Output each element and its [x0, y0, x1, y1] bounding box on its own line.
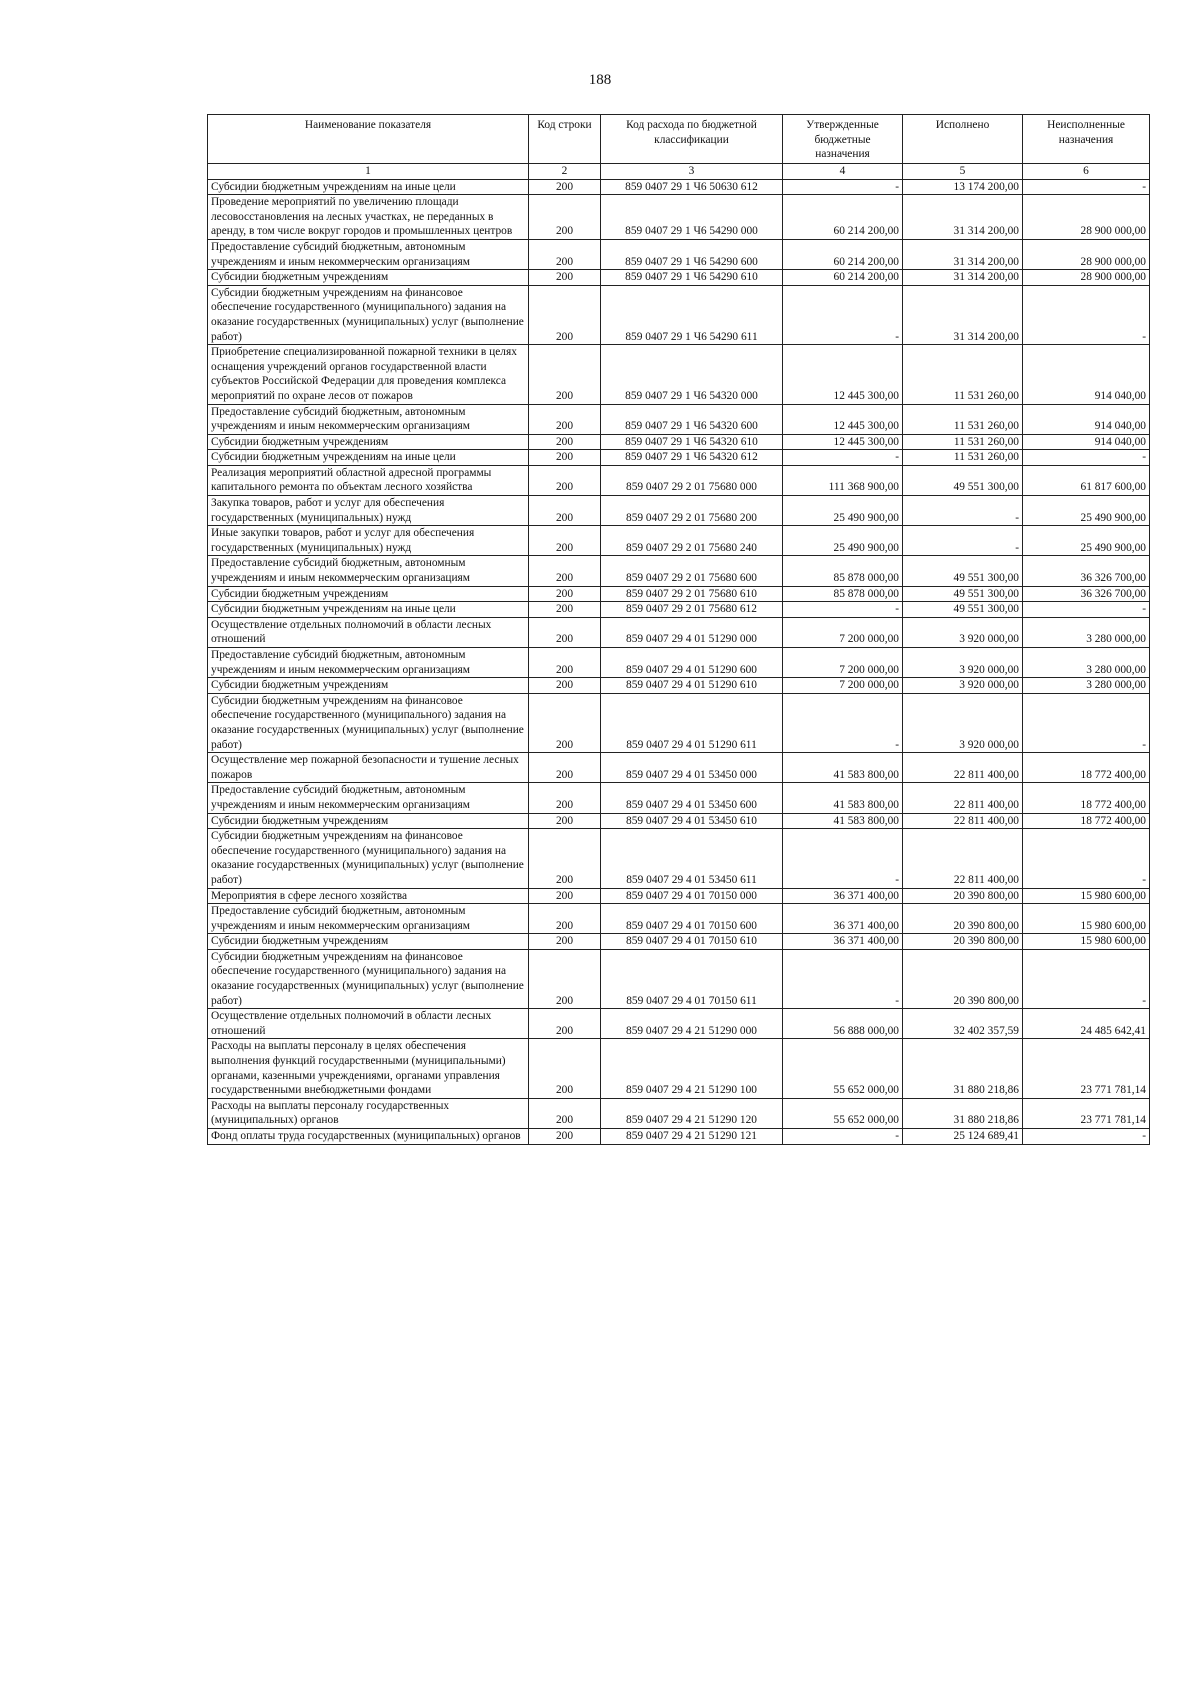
row-unexecuted-cell: 3 280 000,00 — [1023, 678, 1150, 694]
row-unexecuted-cell: - — [1023, 949, 1150, 1008]
row-name-cell: Мероприятия в сфере лесного хозяйства — [208, 888, 529, 904]
row-line-code-cell: 200 — [529, 450, 601, 466]
row-unexecuted-cell: 914 040,00 — [1023, 345, 1150, 404]
column-header: Код расхода по бюджетной классификации — [601, 115, 783, 164]
row-unexecuted-cell: - — [1023, 285, 1150, 344]
column-number: 1 — [208, 164, 529, 180]
row-approved-cell: 7 200 000,00 — [783, 617, 903, 647]
row-name-cell: Предоставление субсидий бюджетным, автономным учреждениям и иным некоммерческим организациям — [208, 783, 529, 813]
row-executed-cell: 22 811 400,00 — [903, 813, 1023, 829]
row-executed-cell: 20 390 800,00 — [903, 888, 1023, 904]
row-executed-cell: 3 920 000,00 — [903, 648, 1023, 678]
row-approved-cell: 60 214 200,00 — [783, 195, 903, 240]
row-budget-code-cell: 859 0407 29 4 01 51290 600 — [601, 648, 783, 678]
row-line-code-cell: 200 — [529, 586, 601, 602]
row-budget-code-cell: 859 0407 29 4 21 51290 100 — [601, 1039, 783, 1098]
row-line-code-cell: 200 — [529, 783, 601, 813]
row-approved-cell: 7 200 000,00 — [783, 648, 903, 678]
row-unexecuted-cell: 914 040,00 — [1023, 434, 1150, 450]
row-line-code-cell: 200 — [529, 1129, 601, 1145]
table-row — [208, 1098, 1150, 1128]
row-name-cell: Расходы на выплаты персоналу в целях обеспечения выполнения функций государственными (муниципальными) органами, казенными учреждениями, органами управления государственными внебюджетными фондами — [208, 1039, 529, 1098]
row-name-cell: Субсидии бюджетным учреждениям на финансовое обеспечение государственного (муниципального) задания на оказание государственных (муниципальных) услуг (выполнение работ) — [208, 285, 529, 344]
row-executed-cell: - — [903, 526, 1023, 556]
column-header: Неисполненные назначения — [1023, 115, 1150, 164]
row-line-code-cell: 200 — [529, 195, 601, 240]
row-line-code-cell: 200 — [529, 270, 601, 286]
column-header: Код строки — [529, 115, 601, 164]
row-executed-cell: 20 390 800,00 — [903, 949, 1023, 1008]
row-approved-cell: - — [783, 693, 903, 752]
row-line-code-cell: 200 — [529, 678, 601, 694]
table-row — [208, 239, 1150, 269]
row-line-code-cell: 200 — [529, 526, 601, 556]
table-row — [208, 602, 1150, 618]
row-unexecuted-cell: 3 280 000,00 — [1023, 617, 1150, 647]
row-line-code-cell: 200 — [529, 602, 601, 618]
row-unexecuted-cell: 28 900 000,00 — [1023, 270, 1150, 286]
table-row — [208, 496, 1150, 526]
row-unexecuted-cell: 25 490 900,00 — [1023, 526, 1150, 556]
row-line-code-cell: 200 — [529, 829, 601, 888]
row-name-cell: Субсидии бюджетным учреждениям — [208, 586, 529, 602]
row-budget-code-cell: 859 0407 29 1 Ч6 54290 000 — [601, 195, 783, 240]
row-unexecuted-cell: 23 771 781,14 — [1023, 1039, 1150, 1098]
row-executed-cell: 3 920 000,00 — [903, 693, 1023, 752]
row-line-code-cell: 200 — [529, 465, 601, 495]
column-number: 4 — [783, 164, 903, 180]
row-budget-code-cell: 859 0407 29 2 01 75680 600 — [601, 556, 783, 586]
row-approved-cell: - — [783, 450, 903, 466]
row-unexecuted-cell: 24 485 642,41 — [1023, 1009, 1150, 1039]
table-row — [208, 753, 1150, 783]
row-unexecuted-cell: 15 980 600,00 — [1023, 934, 1150, 950]
row-unexecuted-cell: 36 326 700,00 — [1023, 556, 1150, 586]
row-line-code-cell: 200 — [529, 179, 601, 195]
row-unexecuted-cell: 36 326 700,00 — [1023, 586, 1150, 602]
row-executed-cell: 11 531 260,00 — [903, 434, 1023, 450]
row-approved-cell: 12 445 300,00 — [783, 345, 903, 404]
row-name-cell: Субсидии бюджетным учреждениям на финансовое обеспечение государственного (муниципального) задания на оказание государственных (муниципальных) услуг (выполнение работ) — [208, 693, 529, 752]
row-budget-code-cell: 859 0407 29 1 Ч6 54320 600 — [601, 404, 783, 434]
row-budget-code-cell: 859 0407 29 4 01 51290 000 — [601, 617, 783, 647]
table-row — [208, 1009, 1150, 1039]
row-approved-cell: 25 490 900,00 — [783, 496, 903, 526]
row-budget-code-cell: 859 0407 29 2 01 75680 612 — [601, 602, 783, 618]
row-approved-cell: 111 368 900,00 — [783, 465, 903, 495]
table-row — [208, 813, 1150, 829]
row-unexecuted-cell: - — [1023, 693, 1150, 752]
table-row — [208, 556, 1150, 586]
row-name-cell: Субсидии бюджетным учреждениям на иные цели — [208, 450, 529, 466]
row-name-cell: Субсидии бюджетным учреждениям — [208, 678, 529, 694]
row-budget-code-cell: 859 0407 29 4 01 51290 611 — [601, 693, 783, 752]
table-body — [208, 179, 1150, 1144]
row-approved-cell: 85 878 000,00 — [783, 586, 903, 602]
row-name-cell: Субсидии бюджетным учреждениям на иные цели — [208, 179, 529, 195]
row-unexecuted-cell: 914 040,00 — [1023, 404, 1150, 434]
row-executed-cell: 31 880 218,86 — [903, 1039, 1023, 1098]
row-executed-cell: 49 551 300,00 — [903, 586, 1023, 602]
row-budget-code-cell: 859 0407 29 4 01 70150 611 — [601, 949, 783, 1008]
table-row — [208, 434, 1150, 450]
row-executed-cell: 32 402 357,59 — [903, 1009, 1023, 1039]
row-budget-code-cell: 859 0407 29 1 Ч6 54290 610 — [601, 270, 783, 286]
row-name-cell: Осуществление отдельных полномочий в области лесных отношений — [208, 617, 529, 647]
row-unexecuted-cell: 25 490 900,00 — [1023, 496, 1150, 526]
row-executed-cell: 11 531 260,00 — [903, 450, 1023, 466]
row-line-code-cell: 200 — [529, 693, 601, 752]
row-name-cell: Предоставление субсидий бюджетным, автономным учреждениям и иным некоммерческим организациям — [208, 904, 529, 934]
row-executed-cell: 3 920 000,00 — [903, 617, 1023, 647]
column-number: 2 — [529, 164, 601, 180]
row-name-cell: Субсидии бюджетным учреждениям — [208, 270, 529, 286]
row-line-code-cell: 200 — [529, 496, 601, 526]
row-name-cell: Предоставление субсидий бюджетным, автономным учреждениям и иным некоммерческим организациям — [208, 556, 529, 586]
row-executed-cell: 11 531 260,00 — [903, 345, 1023, 404]
row-name-cell: Реализация мероприятий областной адресной программы капитального ремонта по объектам лесного хозяйства — [208, 465, 529, 495]
row-executed-cell: 22 811 400,00 — [903, 829, 1023, 888]
row-unexecuted-cell: 18 772 400,00 — [1023, 783, 1150, 813]
row-approved-cell: - — [783, 949, 903, 1008]
row-budget-code-cell: 859 0407 29 2 01 75680 610 — [601, 586, 783, 602]
row-approved-cell: 36 371 400,00 — [783, 904, 903, 934]
table-row — [208, 888, 1150, 904]
table-row — [208, 195, 1150, 240]
row-line-code-cell: 200 — [529, 753, 601, 783]
table-row — [208, 617, 1150, 647]
row-executed-cell: 49 551 300,00 — [903, 465, 1023, 495]
table-row — [208, 829, 1150, 888]
table-row — [208, 270, 1150, 286]
table-row — [208, 465, 1150, 495]
row-line-code-cell: 200 — [529, 1009, 601, 1039]
row-executed-cell: 31 314 200,00 — [903, 270, 1023, 286]
row-budget-code-cell: 859 0407 29 4 01 70150 610 — [601, 934, 783, 950]
row-executed-cell: 11 531 260,00 — [903, 404, 1023, 434]
column-number: 5 — [903, 164, 1023, 180]
row-approved-cell: - — [783, 829, 903, 888]
table-row — [208, 345, 1150, 404]
row-line-code-cell: 200 — [529, 934, 601, 950]
row-approved-cell: 41 583 800,00 — [783, 783, 903, 813]
row-executed-cell: 22 811 400,00 — [903, 753, 1023, 783]
row-executed-cell: 22 811 400,00 — [903, 783, 1023, 813]
row-budget-code-cell: 859 0407 29 4 21 51290 120 — [601, 1098, 783, 1128]
row-executed-cell: 31 880 218,86 — [903, 1098, 1023, 1128]
row-budget-code-cell: 859 0407 29 4 01 53450 610 — [601, 813, 783, 829]
row-approved-cell: 36 371 400,00 — [783, 888, 903, 904]
budget-execution-table — [207, 114, 1150, 1145]
row-approved-cell: - — [783, 602, 903, 618]
row-executed-cell: 25 124 689,41 — [903, 1129, 1023, 1145]
row-name-cell: Приобретение специализированной пожарной техники в целях оснащения учреждений органов государственной власти субъектов Российской Федерации для проведения комплекса мероприятий по охране лесов от пожаров — [208, 345, 529, 404]
row-budget-code-cell: 859 0407 29 1 Ч6 54320 000 — [601, 345, 783, 404]
row-approved-cell: 12 445 300,00 — [783, 404, 903, 434]
table-row — [208, 934, 1150, 950]
column-header: Утвержденные бюджетные назначения — [783, 115, 903, 164]
row-budget-code-cell: 859 0407 29 4 01 70150 600 — [601, 904, 783, 934]
row-name-cell: Осуществление мер пожарной безопасности и тушение лесных пожаров — [208, 753, 529, 783]
table-row — [208, 1129, 1150, 1145]
row-approved-cell: 55 652 000,00 — [783, 1039, 903, 1098]
row-executed-cell: 3 920 000,00 — [903, 678, 1023, 694]
row-approved-cell: 7 200 000,00 — [783, 678, 903, 694]
row-line-code-cell: 200 — [529, 434, 601, 450]
row-unexecuted-cell: - — [1023, 179, 1150, 195]
column-number-row — [208, 164, 1150, 180]
column-number: 3 — [601, 164, 783, 180]
row-unexecuted-cell: - — [1023, 602, 1150, 618]
row-executed-cell: 20 390 800,00 — [903, 904, 1023, 934]
row-budget-code-cell: 859 0407 29 1 Ч6 54290 611 — [601, 285, 783, 344]
table-row — [208, 949, 1150, 1008]
table-row — [208, 526, 1150, 556]
row-budget-code-cell: 859 0407 29 1 Ч6 54290 600 — [601, 239, 783, 269]
row-executed-cell: - — [903, 496, 1023, 526]
row-budget-code-cell: 859 0407 29 1 Ч6 50630 612 — [601, 179, 783, 195]
row-unexecuted-cell: 18 772 400,00 — [1023, 813, 1150, 829]
page-number: 188 — [588, 72, 612, 88]
row-approved-cell: - — [783, 179, 903, 195]
row-unexecuted-cell: 61 817 600,00 — [1023, 465, 1150, 495]
column-number: 6 — [1023, 164, 1150, 180]
row-unexecuted-cell: 23 771 781,14 — [1023, 1098, 1150, 1128]
column-header: Исполнено — [903, 115, 1023, 164]
row-line-code-cell: 200 — [529, 888, 601, 904]
row-approved-cell: - — [783, 285, 903, 344]
row-executed-cell: 13 174 200,00 — [903, 179, 1023, 195]
table-row — [208, 1039, 1150, 1098]
row-approved-cell: 60 214 200,00 — [783, 239, 903, 269]
row-budget-code-cell: 859 0407 29 2 01 75680 000 — [601, 465, 783, 495]
row-name-cell: Фонд оплаты труда государственных (муниципальных) органов — [208, 1129, 529, 1145]
row-approved-cell: 25 490 900,00 — [783, 526, 903, 556]
row-name-cell: Субсидии бюджетным учреждениям — [208, 934, 529, 950]
row-unexecuted-cell: - — [1023, 450, 1150, 466]
row-budget-code-cell: 859 0407 29 4 21 51290 121 — [601, 1129, 783, 1145]
row-name-cell: Предоставление субсидий бюджетным, автономным учреждениям и иным некоммерческим организациям — [208, 648, 529, 678]
row-name-cell: Закупка товаров, работ и услуг для обеспечения государственных (муниципальных) нужд — [208, 496, 529, 526]
row-budget-code-cell: 859 0407 29 4 21 51290 000 — [601, 1009, 783, 1039]
row-line-code-cell: 200 — [529, 239, 601, 269]
row-line-code-cell: 200 — [529, 285, 601, 344]
table-row — [208, 693, 1150, 752]
table-row — [208, 285, 1150, 344]
row-name-cell: Субсидии бюджетным учреждениям — [208, 813, 529, 829]
row-name-cell: Проведение мероприятий по увеличению площади лесовосстановления на лесных участках, не переданных в аренду, в том числе вокруг городов и промышленных центров — [208, 195, 529, 240]
row-line-code-cell: 200 — [529, 1039, 601, 1098]
table-row — [208, 586, 1150, 602]
table-row — [208, 450, 1150, 466]
row-approved-cell: 41 583 800,00 — [783, 753, 903, 783]
row-name-cell: Расходы на выплаты персоналу государственных (муниципальных) органов — [208, 1098, 529, 1128]
row-unexecuted-cell: 3 280 000,00 — [1023, 648, 1150, 678]
row-name-cell: Субсидии бюджетным учреждениям на финансовое обеспечение государственного (муниципального) задания на оказание государственных (муниципальных) услуг (выполнение работ) — [208, 949, 529, 1008]
table-row — [208, 179, 1150, 195]
row-unexecuted-cell: 15 980 600,00 — [1023, 888, 1150, 904]
row-line-code-cell: 200 — [529, 1098, 601, 1128]
row-executed-cell: 49 551 300,00 — [903, 556, 1023, 586]
row-line-code-cell: 200 — [529, 949, 601, 1008]
row-budget-code-cell: 859 0407 29 2 01 75680 240 — [601, 526, 783, 556]
row-budget-code-cell: 859 0407 29 1 Ч6 54320 610 — [601, 434, 783, 450]
row-unexecuted-cell: - — [1023, 829, 1150, 888]
row-executed-cell: 31 314 200,00 — [903, 239, 1023, 269]
row-unexecuted-cell: 28 900 000,00 — [1023, 195, 1150, 240]
column-header: Наименование показателя — [208, 115, 529, 164]
row-line-code-cell: 200 — [529, 813, 601, 829]
row-approved-cell: - — [783, 1129, 903, 1145]
row-approved-cell: 56 888 000,00 — [783, 1009, 903, 1039]
row-line-code-cell: 200 — [529, 556, 601, 586]
row-unexecuted-cell: - — [1023, 1129, 1150, 1145]
row-budget-code-cell: 859 0407 29 4 01 53450 611 — [601, 829, 783, 888]
row-line-code-cell: 200 — [529, 648, 601, 678]
row-budget-code-cell: 859 0407 29 2 01 75680 200 — [601, 496, 783, 526]
table-row — [208, 648, 1150, 678]
row-approved-cell: 85 878 000,00 — [783, 556, 903, 586]
row-name-cell: Иные закупки товаров, работ и услуг для обеспечения государственных (муниципальных) нужд — [208, 526, 529, 556]
row-budget-code-cell: 859 0407 29 4 01 70150 000 — [601, 888, 783, 904]
row-approved-cell: 60 214 200,00 — [783, 270, 903, 286]
row-budget-code-cell: 859 0407 29 4 01 51290 610 — [601, 678, 783, 694]
row-name-cell: Субсидии бюджетным учреждениям на иные цели — [208, 602, 529, 618]
table-row — [208, 904, 1150, 934]
row-budget-code-cell: 859 0407 29 4 01 53450 600 — [601, 783, 783, 813]
row-approved-cell: 41 583 800,00 — [783, 813, 903, 829]
row-unexecuted-cell: 15 980 600,00 — [1023, 904, 1150, 934]
row-line-code-cell: 200 — [529, 345, 601, 404]
row-line-code-cell: 200 — [529, 404, 601, 434]
row-budget-code-cell: 859 0407 29 4 01 53450 000 — [601, 753, 783, 783]
row-budget-code-cell: 859 0407 29 1 Ч6 54320 612 — [601, 450, 783, 466]
header-row — [208, 115, 1150, 164]
row-name-cell: Субсидии бюджетным учреждениям — [208, 434, 529, 450]
row-executed-cell: 20 390 800,00 — [903, 934, 1023, 950]
row-approved-cell: 36 371 400,00 — [783, 934, 903, 950]
row-line-code-cell: 200 — [529, 904, 601, 934]
table-row — [208, 783, 1150, 813]
row-name-cell: Субсидии бюджетным учреждениям на финансовое обеспечение государственного (муниципального) задания на оказание государственных (муниципальных) услуг (выполнение работ) — [208, 829, 529, 888]
row-name-cell: Предоставление субсидий бюджетным, автономным учреждениям и иным некоммерческим организациям — [208, 404, 529, 434]
table-row — [208, 678, 1150, 694]
row-approved-cell: 55 652 000,00 — [783, 1098, 903, 1128]
row-unexecuted-cell: 28 900 000,00 — [1023, 239, 1150, 269]
row-approved-cell: 12 445 300,00 — [783, 434, 903, 450]
row-executed-cell: 31 314 200,00 — [903, 195, 1023, 240]
row-name-cell: Осуществление отдельных полномочий в области лесных отношений — [208, 1009, 529, 1039]
row-line-code-cell: 200 — [529, 617, 601, 647]
row-executed-cell: 31 314 200,00 — [903, 285, 1023, 344]
row-name-cell: Предоставление субсидий бюджетным, автономным учреждениям и иным некоммерческим организациям — [208, 239, 529, 269]
row-executed-cell: 49 551 300,00 — [903, 602, 1023, 618]
row-unexecuted-cell: 18 772 400,00 — [1023, 753, 1150, 783]
table-row — [208, 404, 1150, 434]
